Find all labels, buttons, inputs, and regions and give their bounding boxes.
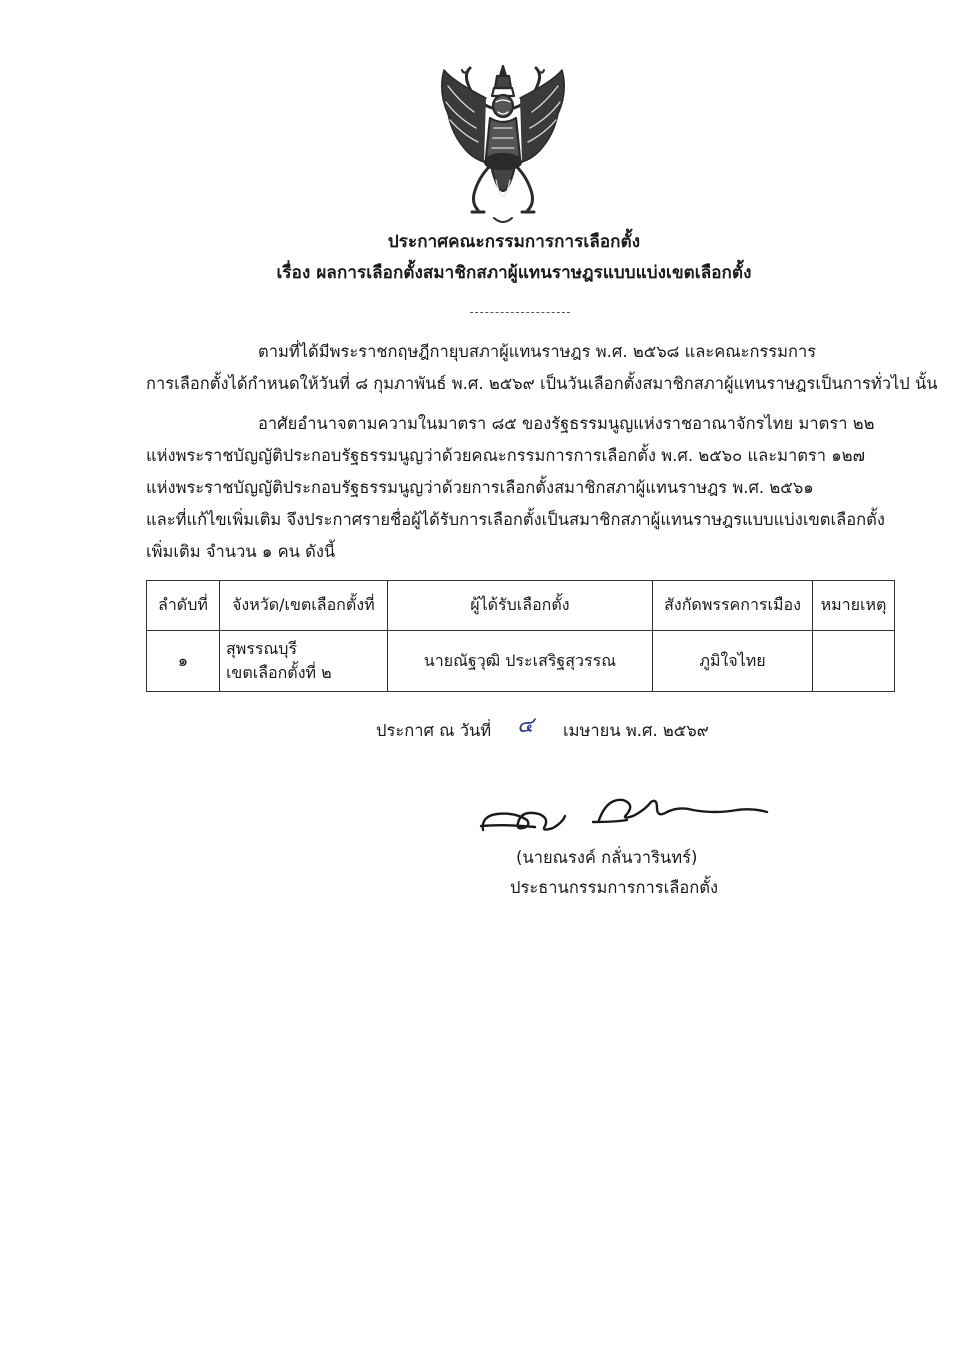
table-header-row — [147, 581, 895, 631]
paragraph-1-line-2: การเลือกตั้งได้กำหนดให้วันที่ ๘ กุมภาพันธ์ พ.ศ. ๒๕๖๙ เป็นวันเลือกตั้งสมาชิกสภาผู้แทนราษฎรเป็นการทั่วไป นั้น — [146, 374, 938, 393]
announcement-subject: เรื่อง ผลการเลือกตั้งสมาชิกสภาผู้แทนราษฎรแบบแบ่งเขตเลือกตั้ง — [276, 263, 752, 283]
column-header-elected-person: ผู้ได้รับเลือกตั้ง — [387, 581, 652, 631]
cell-district: เขตเลือกตั้งที่ ๒ — [225, 663, 332, 682]
elected-member-table — [146, 580, 895, 692]
paragraph-1-line-1: ตามที่ได้มีพระราชกฤษฎีกายุบสภาผู้แทนราษฎร พ.ศ. ๒๕๖๘ และคณะกรรมการ — [258, 342, 817, 361]
column-header-order: ลำดับที่ — [147, 581, 220, 631]
cell-province: สุพรรณบุรี — [225, 639, 298, 658]
cell-party: ภูมิใจไทย — [653, 631, 813, 692]
signatory-name: (นายณรงค์ กลั่นวารินทร์) — [516, 848, 698, 867]
column-header-party: สังกัดพรรคการเมือง — [653, 581, 813, 631]
paragraph-2-line-1: อาศัยอำนาจตามความในมาตรา ๘๕ ของรัฐธรรมนูญแห่งราชอาณาจักรไทย มาตรา ๒๒ — [258, 414, 875, 433]
handwritten-signature-icon — [475, 790, 775, 840]
garuda-emblem-icon — [434, 62, 572, 227]
announcement-date-prefix: ประกาศ ณ วันที่ — [376, 721, 492, 740]
announcement-title: ประกาศคณะกรรมการการเลือกตั้ง — [387, 232, 641, 252]
column-header-note: หมายเหตุ — [812, 581, 894, 631]
cell-province-district — [219, 631, 387, 692]
signatory-position: ประธานกรรมการการเลือกตั้ง — [510, 878, 719, 897]
cell-order: ๑ — [147, 631, 220, 692]
paragraph-2-line-2: แห่งพระราชบัญญัติประกอบรัฐธรรมนูญว่าด้วยคณะกรรมการการเลือกตั้ง พ.ศ. ๒๕๖๐ และมาตรา ๑๒๗ — [146, 446, 866, 465]
paragraph-2-line-5: เพิ่มเติม จำนวน ๑ คน ดังนี้ — [146, 542, 336, 561]
cell-elected-name: นายณัฐวุฒิ ประเสริฐสุวรรณ — [387, 631, 652, 692]
paragraph-2-line-4: และที่แก้ไขเพิ่มเติม จึงประกาศรายชื่อผู้ได้รับการเลือกตั้งเป็นสมาชิกสภาผู้แทนราษฎรแบบแบ่งเขตเลือกตั้ง — [146, 510, 885, 529]
announcement-date-day-handwritten: ๔ — [517, 713, 534, 738]
table-row — [147, 631, 895, 692]
column-header-province-district: จังหวัด/เขตเลือกตั้งที่ — [219, 581, 387, 631]
cell-note — [812, 631, 894, 692]
paragraph-2-line-3: แห่งพระราชบัญญัติประกอบรัฐธรรมนูญว่าด้วยการเลือกตั้งสมาชิกสภาผู้แทนราษฎร พ.ศ. ๒๕๖๑ — [146, 478, 814, 497]
announcement-date-suffix: เมษายน พ.ศ. ๒๕๖๙ — [563, 721, 709, 740]
title-divider — [470, 312, 570, 313]
